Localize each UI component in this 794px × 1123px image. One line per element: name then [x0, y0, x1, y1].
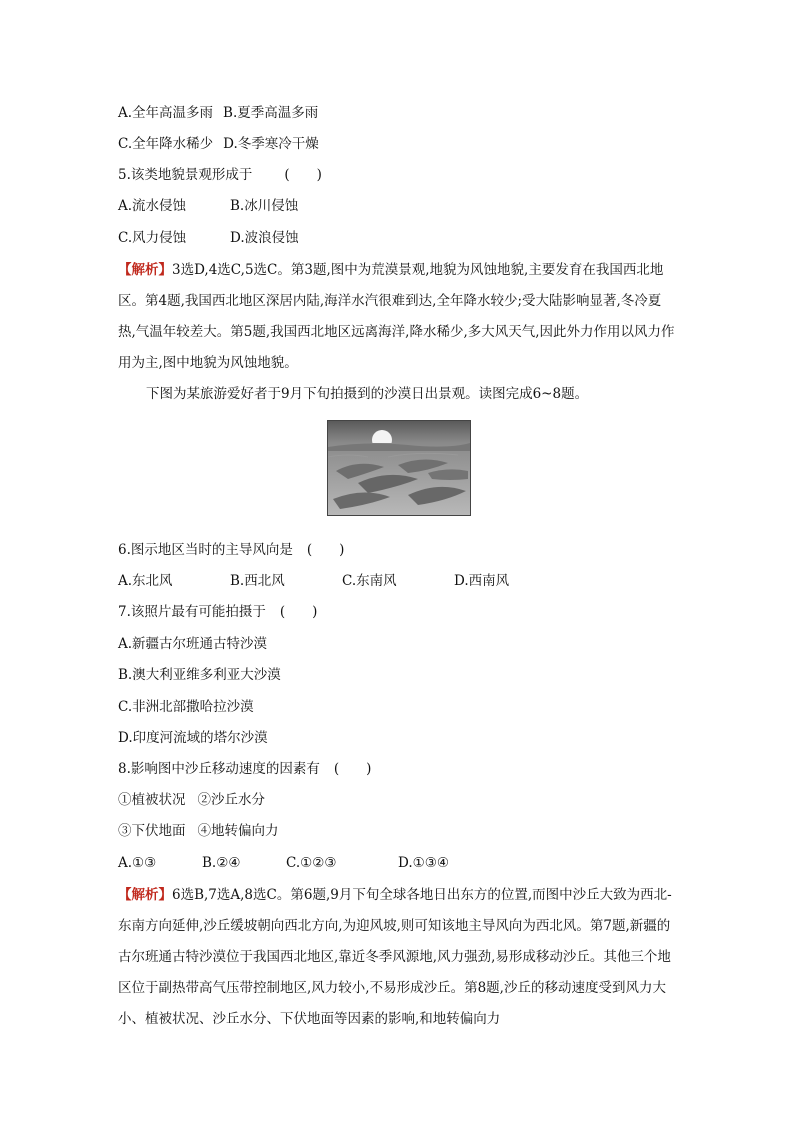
desert-sunrise-photo: [327, 420, 471, 516]
q5-stem-text: 5.该类地貌景观形成于: [118, 167, 253, 183]
q8-statement-3: ③下伏地面: [118, 823, 186, 839]
q6-options: [118, 571, 678, 591]
q7-stem: [118, 602, 317, 622]
q7-option-d: D.印度河流域的塔尔沙漠: [118, 730, 268, 746]
q5-option-c: C.风力侵蚀: [118, 230, 187, 246]
q8-blank: ( ): [333, 761, 372, 777]
q6-option-c: C.东南风: [342, 573, 397, 589]
analysis-block-2: [118, 880, 678, 1035]
q8-statements-row2: [118, 821, 279, 841]
intro-text: 下图为某旅游爱好者于9月下旬拍摄到的沙漠日出景观。读图完成6~8题。: [146, 386, 589, 402]
q8-options: [118, 853, 678, 873]
q6-stem: [118, 540, 344, 560]
q8-statements-row1: [118, 790, 265, 810]
q6-option-a: A.东北风: [118, 573, 173, 589]
q6-option-b: B.西北风: [230, 573, 285, 589]
analysis-tag: 【解析】: [118, 262, 172, 278]
q8-statement-2: ②沙丘水分: [197, 792, 265, 808]
q6-stem-text: 6.图示地区当时的主导风向是: [118, 542, 293, 558]
q5-options-row1: [118, 196, 299, 216]
q7-blank: ( ): [279, 604, 318, 620]
q8-statement-1: ①植被状况: [118, 792, 186, 808]
q8-option-c: C.①②③: [286, 855, 337, 871]
analysis-block-1: [118, 255, 678, 379]
q8-statement-4: ④地转偏向力: [197, 823, 279, 839]
q4-option-c: C.全年降水稀少: [118, 136, 214, 152]
q7-option-c: C.非洲北部撒哈拉沙漠: [118, 699, 254, 715]
q4-options-row1: [118, 103, 318, 123]
analysis-tag: 【解析】: [118, 887, 172, 903]
q5-option-b: B.冰川侵蚀: [230, 198, 299, 214]
q8-option-a: A.①③: [118, 855, 157, 871]
q7-stem-text: 7.该照片最有可能拍摄于: [118, 604, 266, 620]
q5-stem: [118, 165, 322, 185]
q4-options-row2: [118, 134, 319, 154]
analysis-text: 3选D,4选C,5选C。第3题,图中为荒漠景观,地貌为风蚀地貌,主要发育在我国西北地区。第4题,我国西北地区深居内陆,海洋水汽很难到达,全年降水较少;受大陆影响显著,冬冷夏热,气温年较差大。第5题,我国西北地区远离海洋,降水稀少,多大风天气,因此外力作用以风力作用为主,图中地貌为风蚀地貌。: [118, 262, 675, 371]
q8-stem-text: 8.影响图中沙丘移动速度的因素有: [118, 761, 320, 777]
q5-options-row2: [118, 228, 299, 248]
analysis-text: 6选B,7选A,8选C。第6题,9月下旬全球各地日出东方的位置,而图中沙丘大致为西北-东南方向延伸,沙丘缓坡朝向西北方向,为迎风坡,则可知该地主导风向为西北风。第7题,新疆的古尔班通古特沙漠位于我国西北地区,靠近冬季风源地,风力强劲,易形成移动沙丘。其他三个地区位于副热带高气压带控制地区,风力较小,不易形成沙丘。第8题,沙丘的移动速度受到风力大小、植被状况、沙丘水分、下伏地面等因素的影响,和地转偏向力: [118, 887, 672, 1027]
q4-option-d: D.冬季寒冷干燥: [223, 136, 319, 152]
q7-option-b: B.澳大利亚维多利亚大沙漠: [118, 667, 281, 683]
q4-option-a: A.全年高温多雨: [118, 105, 214, 121]
q8-option-d: D.①③④: [398, 855, 449, 871]
q5-blank: ( ): [284, 167, 322, 183]
q5-option-a: A.流水侵蚀: [118, 198, 187, 214]
q5-option-d: D.波浪侵蚀: [230, 230, 299, 246]
q8-option-b: B.②④: [202, 855, 241, 871]
q8-stem: [118, 759, 371, 779]
q4-option-b: B.夏季高温多雨: [223, 105, 319, 121]
q7-option-a: A.新疆古尔班通古特沙漠: [118, 636, 268, 652]
q6-blank: ( ): [306, 542, 345, 558]
q6-option-d: D.西南风: [454, 573, 510, 589]
